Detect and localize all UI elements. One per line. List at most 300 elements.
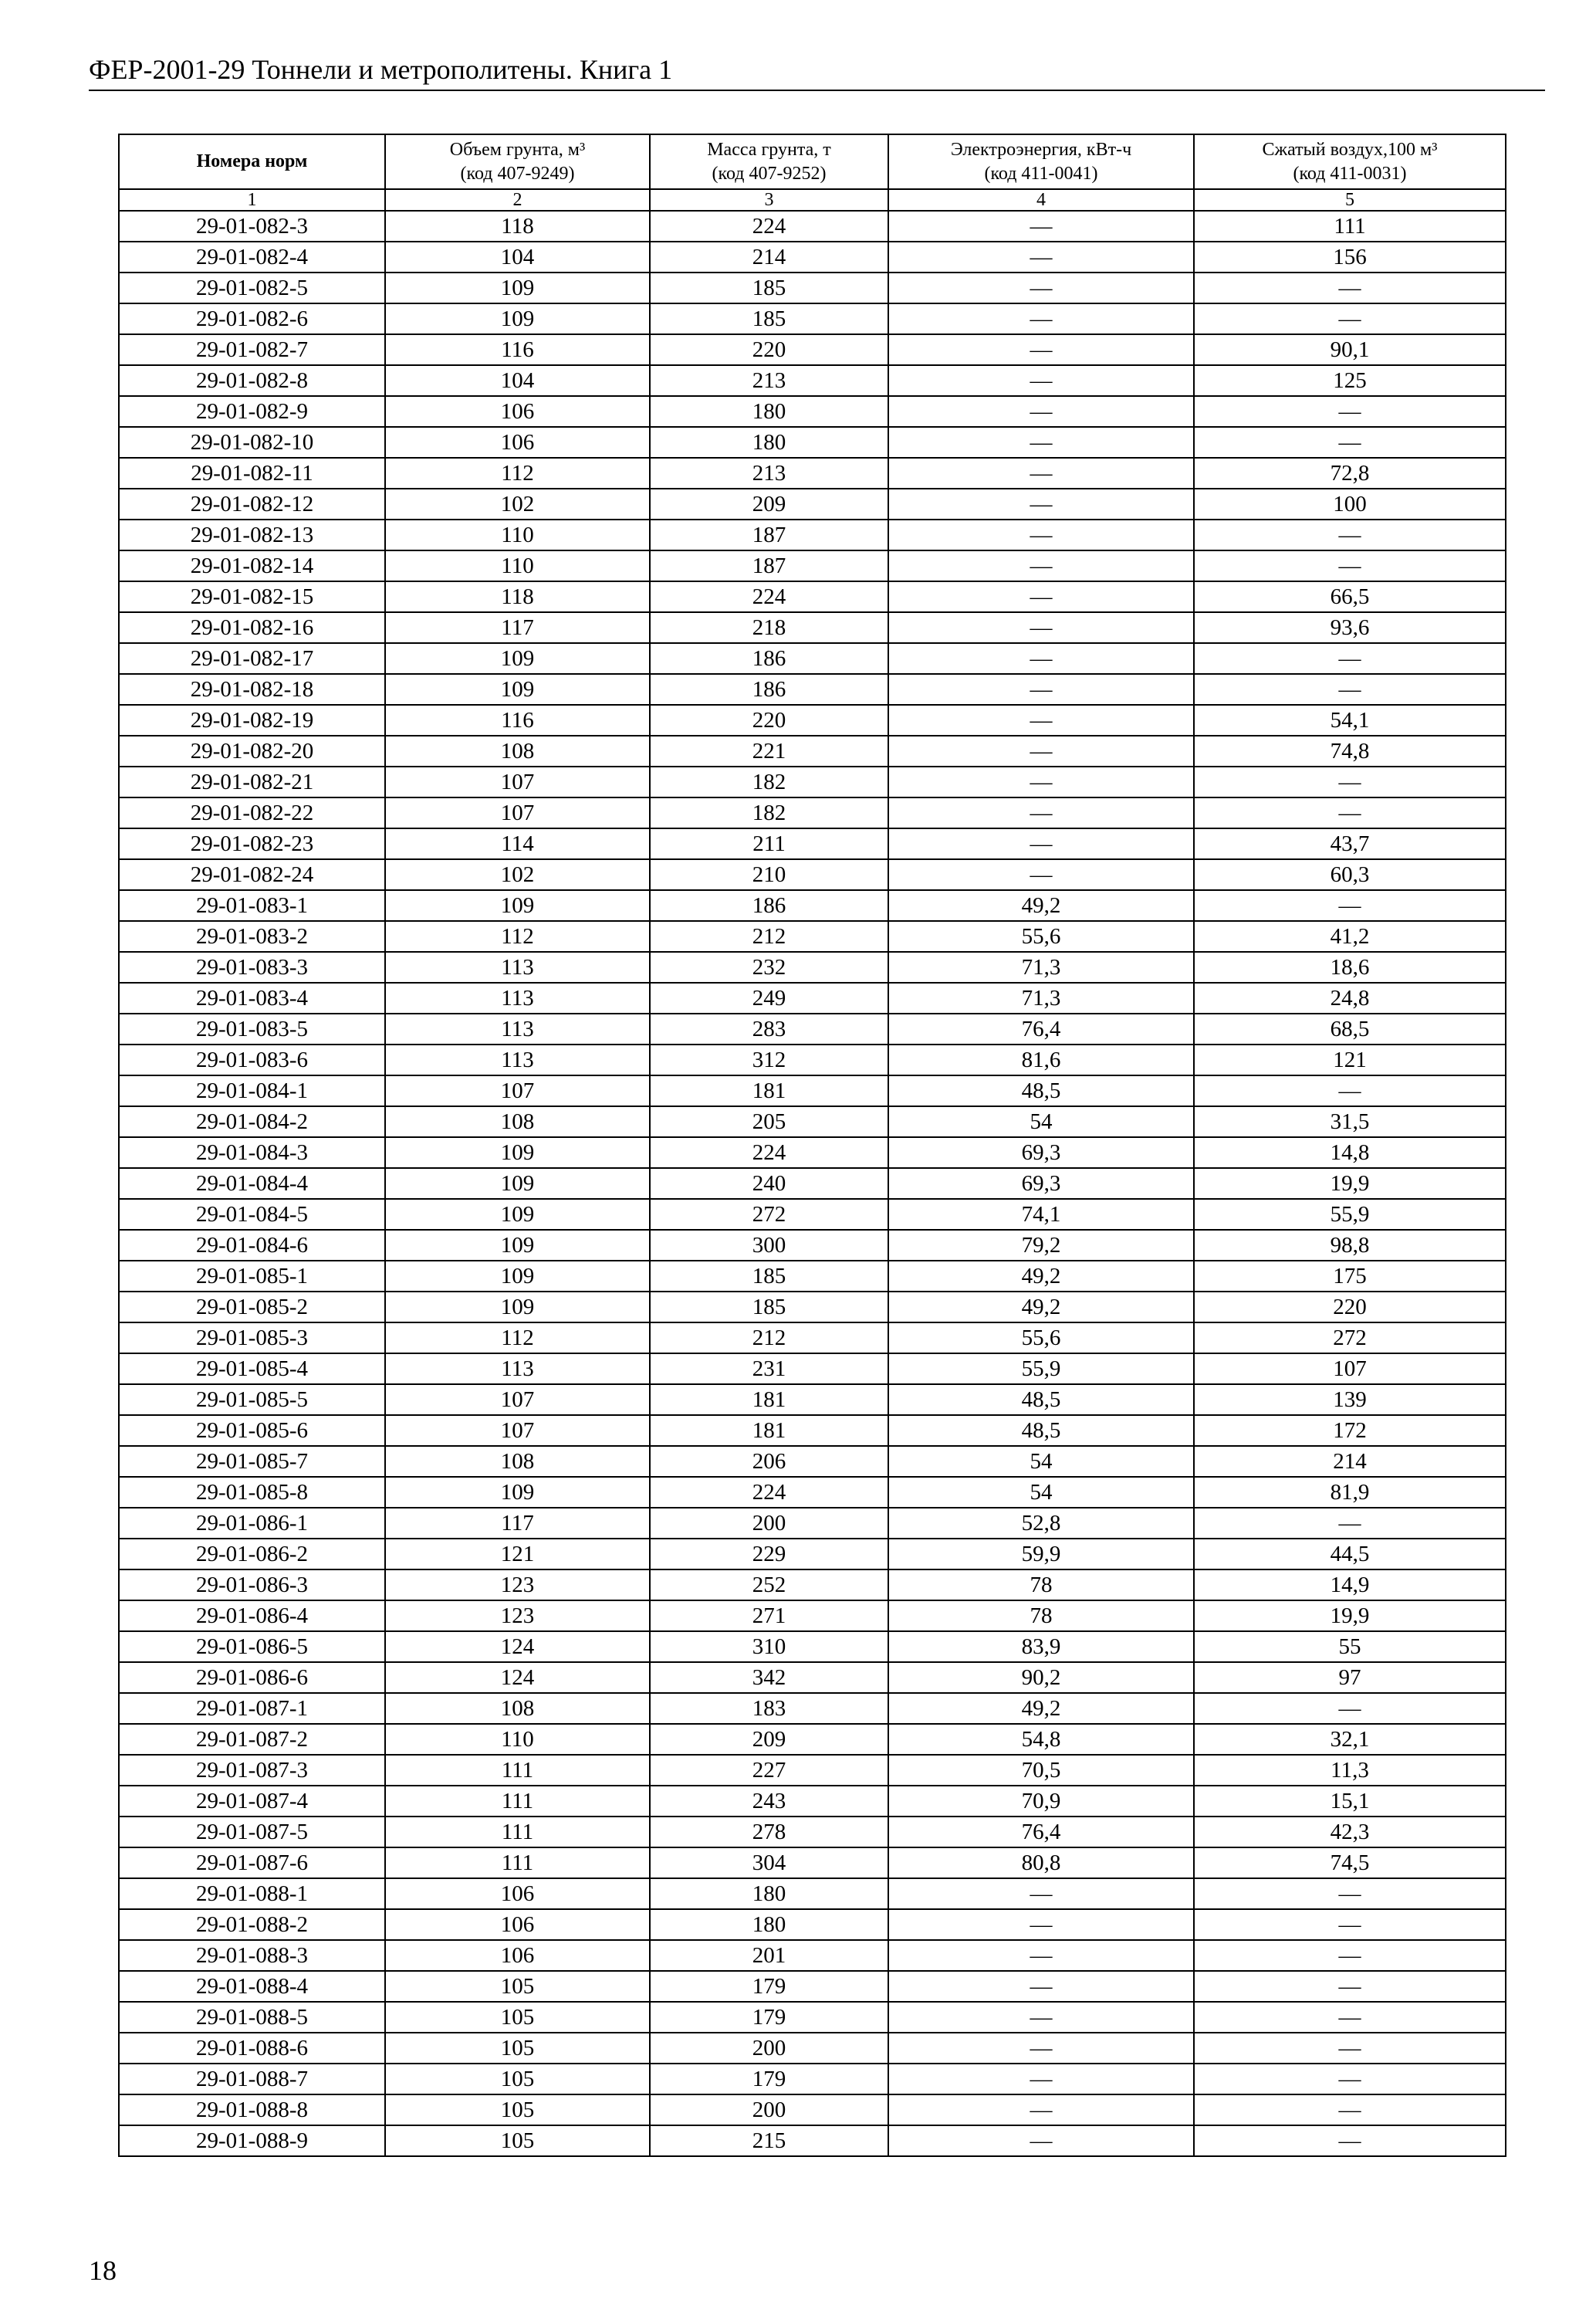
soil-mass-cell: 229 [650,1539,888,1569]
norms-table-container [118,134,1505,2157]
soil-mass-cell: 227 [650,1755,888,1786]
norm-number-cell: 29-01-085-7 [119,1446,385,1477]
soil-mass-cell: 180 [650,1909,888,1940]
soil-mass-cell: 182 [650,767,888,797]
compressed-air-cell: — [1194,1971,1506,2002]
table-row [119,1292,1506,1322]
norm-number-cell: 29-01-085-4 [119,1353,385,1384]
norm-number-cell: 29-01-082-12 [119,489,385,520]
norm-number-cell: 29-01-083-2 [119,921,385,952]
column-number: 5 [1194,189,1506,211]
soil-mass-cell: 243 [650,1786,888,1817]
table-row [119,705,1506,736]
table-row [119,1477,1506,1508]
electricity-cell: — [888,211,1194,242]
soil-mass-cell: 182 [650,797,888,828]
norm-number-cell: 29-01-088-2 [119,1909,385,1940]
table-row [119,427,1506,458]
soil-volume-cell: 117 [385,612,650,643]
soil-mass-cell: 252 [650,1569,888,1600]
compressed-air-cell: — [1194,1508,1506,1539]
electricity-cell: 55,6 [888,1322,1194,1353]
table-row [119,1909,1506,1940]
electricity-cell: 49,2 [888,1292,1194,1322]
compressed-air-cell: 24,8 [1194,983,1506,1014]
column-header-line1: Номера норм [196,151,308,171]
compressed-air-cell: — [1194,1940,1506,1971]
norm-number-cell: 29-01-084-6 [119,1230,385,1261]
electricity-cell: 55,6 [888,921,1194,952]
norm-number-cell: 29-01-082-14 [119,550,385,581]
soil-mass-cell: 224 [650,581,888,612]
soil-volume-cell: 110 [385,520,650,550]
norm-number-cell: 29-01-088-1 [119,1878,385,1909]
table-row [119,1415,1506,1446]
column-header-compressed-air [1194,134,1506,189]
soil-volume-cell: 121 [385,1539,650,1569]
soil-volume-cell: 106 [385,1878,650,1909]
soil-mass-cell: 272 [650,1199,888,1230]
norm-number-cell: 29-01-086-1 [119,1508,385,1539]
soil-mass-cell: 187 [650,550,888,581]
soil-volume-cell: 102 [385,859,650,890]
electricity-cell: — [888,797,1194,828]
compressed-air-cell: 93,6 [1194,612,1506,643]
electricity-cell: — [888,550,1194,581]
compressed-air-cell: 125 [1194,365,1506,396]
soil-mass-cell: 224 [650,211,888,242]
soil-volume-cell: 106 [385,396,650,427]
soil-mass-cell: 200 [650,2094,888,2125]
norm-number-cell: 29-01-082-15 [119,581,385,612]
norm-number-cell: 29-01-086-3 [119,1569,385,1600]
compressed-air-cell: 11,3 [1194,1755,1506,1786]
norms-table [118,134,1506,2157]
electricity-cell: — [888,705,1194,736]
compressed-air-cell: 156 [1194,242,1506,273]
soil-volume-cell: 112 [385,458,650,489]
soil-volume-cell: 104 [385,242,650,273]
compressed-air-cell: 100 [1194,489,1506,520]
norm-number-cell: 29-01-085-1 [119,1261,385,1292]
compressed-air-cell: — [1194,2064,1506,2094]
electricity-cell: 70,5 [888,1755,1194,1786]
soil-volume-cell: 112 [385,921,650,952]
electricity-cell: — [888,2064,1194,2094]
norm-number-cell: 29-01-085-8 [119,1477,385,1508]
soil-volume-cell: 107 [385,767,650,797]
table-row [119,1353,1506,1384]
soil-mass-cell: 213 [650,458,888,489]
soil-mass-cell: 185 [650,273,888,303]
norm-number-cell: 29-01-087-6 [119,1847,385,1878]
soil-mass-cell: 185 [650,1261,888,1292]
norm-number-cell: 29-01-088-8 [119,2094,385,2125]
electricity-cell: 48,5 [888,1075,1194,1106]
table-row [119,1693,1506,1724]
electricity-cell: — [888,2033,1194,2064]
soil-volume-cell: 117 [385,1508,650,1539]
table-row [119,242,1506,273]
table-row [119,1261,1506,1292]
electricity-cell: — [888,767,1194,797]
compressed-air-cell: — [1194,643,1506,674]
norm-number-cell: 29-01-087-5 [119,1817,385,1847]
table-row [119,396,1506,427]
column-header-line2: (код 407-9252) [712,163,827,184]
compressed-air-cell: 272 [1194,1322,1506,1353]
norm-number-cell: 29-01-087-4 [119,1786,385,1817]
electricity-cell: 69,3 [888,1168,1194,1199]
compressed-air-cell: 90,1 [1194,334,1506,365]
norm-number-cell: 29-01-082-10 [119,427,385,458]
electricity-cell: 71,3 [888,983,1194,1014]
table-row [119,365,1506,396]
compressed-air-cell: — [1194,427,1506,458]
norm-number-cell: 29-01-082-9 [119,396,385,427]
table-row [119,489,1506,520]
soil-mass-cell: 278 [650,1817,888,1847]
column-number-row [119,189,1506,211]
compressed-air-cell: 175 [1194,1261,1506,1292]
soil-volume-cell: 113 [385,952,650,983]
soil-volume-cell: 112 [385,1322,650,1353]
electricity-cell: — [888,612,1194,643]
soil-volume-cell: 109 [385,674,650,705]
column-number: 4 [888,189,1194,211]
norm-number-cell: 29-01-088-9 [119,2125,385,2156]
table-row [119,1847,1506,1878]
soil-volume-cell: 107 [385,1384,650,1415]
norm-number-cell: 29-01-082-21 [119,767,385,797]
soil-mass-cell: 211 [650,828,888,859]
soil-mass-cell: 186 [650,643,888,674]
soil-volume-cell: 118 [385,581,650,612]
column-header-soil-volume [385,134,650,189]
table-row [119,643,1506,674]
table-row [119,2064,1506,2094]
column-header-line1: Объем грунта, м³ [449,139,586,160]
electricity-cell: — [888,1940,1194,1971]
norm-number-cell: 29-01-082-11 [119,458,385,489]
norm-number-cell: 29-01-084-1 [119,1075,385,1106]
soil-mass-cell: 179 [650,1971,888,2002]
soil-volume-cell: 111 [385,1786,650,1817]
table-row [119,1384,1506,1415]
soil-mass-cell: 186 [650,890,888,921]
compressed-air-cell: 214 [1194,1446,1506,1477]
compressed-air-cell: 18,6 [1194,952,1506,983]
soil-volume-cell: 113 [385,983,650,1014]
soil-mass-cell: 180 [650,396,888,427]
soil-mass-cell: 209 [650,1724,888,1755]
soil-mass-cell: 240 [650,1168,888,1199]
compressed-air-cell: 54,1 [1194,705,1506,736]
electricity-cell: 54,8 [888,1724,1194,1755]
table-row [119,273,1506,303]
norm-number-cell: 29-01-086-5 [119,1631,385,1662]
column-header-line1: Сжатый воздух,100 м³ [1262,139,1438,160]
soil-mass-cell: 213 [650,365,888,396]
norm-number-cell: 29-01-082-19 [119,705,385,736]
soil-volume-cell: 123 [385,1600,650,1631]
table-row [119,983,1506,1014]
table-row [119,1600,1506,1631]
soil-mass-cell: 180 [650,1878,888,1909]
soil-volume-cell: 111 [385,1847,650,1878]
soil-volume-cell: 105 [385,2033,650,2064]
table-row [119,1940,1506,1971]
compressed-air-cell: — [1194,2002,1506,2033]
column-number: 1 [119,189,385,211]
soil-volume-cell: 113 [385,1353,650,1384]
compressed-air-cell: 68,5 [1194,1014,1506,1045]
table-row [119,1569,1506,1600]
norm-number-cell: 29-01-085-6 [119,1415,385,1446]
soil-mass-cell: 220 [650,334,888,365]
table-row [119,1539,1506,1569]
soil-volume-cell: 105 [385,2002,650,2033]
norm-number-cell: 29-01-082-24 [119,859,385,890]
soil-mass-cell: 300 [650,1230,888,1261]
electricity-cell: 59,9 [888,1539,1194,1569]
soil-volume-cell: 106 [385,427,650,458]
table-row [119,1106,1506,1137]
soil-volume-cell: 109 [385,1261,650,1292]
table-row [119,550,1506,581]
soil-mass-cell: 209 [650,489,888,520]
table-row [119,1786,1506,1817]
soil-volume-cell: 105 [385,2064,650,2094]
soil-volume-cell: 107 [385,1075,650,1106]
table-row [119,828,1506,859]
soil-mass-cell: 181 [650,1384,888,1415]
column-number: 2 [385,189,650,211]
soil-volume-cell: 104 [385,365,650,396]
soil-mass-cell: 205 [650,1106,888,1137]
compressed-air-cell: — [1194,797,1506,828]
soil-mass-cell: 215 [650,2125,888,2156]
norm-number-cell: 29-01-088-5 [119,2002,385,2033]
soil-volume-cell: 111 [385,1817,650,1847]
compressed-air-cell: 172 [1194,1415,1506,1446]
table-row [119,1199,1506,1230]
table-row [119,952,1506,983]
soil-volume-cell: 116 [385,334,650,365]
column-header-line2: (код 407-9249) [460,163,575,184]
table-row [119,2125,1506,2156]
soil-mass-cell: 310 [650,1631,888,1662]
electricity-cell: 49,2 [888,890,1194,921]
norm-number-cell: 29-01-082-4 [119,242,385,273]
soil-volume-cell: 108 [385,1693,650,1724]
soil-mass-cell: 181 [650,1415,888,1446]
compressed-air-cell: 31,5 [1194,1106,1506,1137]
compressed-air-cell: — [1194,520,1506,550]
soil-mass-cell: 232 [650,952,888,983]
norm-number-cell: 29-01-083-5 [119,1014,385,1045]
table-row [119,1724,1506,1755]
column-header-line2: (код 411-0031) [1293,163,1407,184]
electricity-cell: — [888,643,1194,674]
norm-number-cell: 29-01-086-2 [119,1539,385,1569]
electricity-cell: 48,5 [888,1384,1194,1415]
table-row [119,612,1506,643]
compressed-air-cell: 98,8 [1194,1230,1506,1261]
soil-volume-cell: 109 [385,1230,650,1261]
table-row [119,1508,1506,1539]
soil-volume-cell: 109 [385,303,650,334]
compressed-air-cell: — [1194,2094,1506,2125]
compressed-air-cell: 60,3 [1194,859,1506,890]
table-row [119,2002,1506,2033]
norm-number-cell: 29-01-082-8 [119,365,385,396]
electricity-cell: — [888,334,1194,365]
soil-volume-cell: 109 [385,890,650,921]
compressed-air-cell: 81,9 [1194,1477,1506,1508]
soil-volume-cell: 108 [385,736,650,767]
electricity-cell: 78 [888,1569,1194,1600]
electricity-cell: — [888,365,1194,396]
electricity-cell: — [888,1878,1194,1909]
norm-number-cell: 29-01-088-3 [119,1940,385,1971]
compressed-air-cell: 41,2 [1194,921,1506,952]
electricity-cell: 49,2 [888,1693,1194,1724]
electricity-cell: — [888,674,1194,705]
column-header-electricity [888,134,1194,189]
soil-volume-cell: 110 [385,1724,650,1755]
soil-volume-cell: 107 [385,797,650,828]
electricity-cell: 74,1 [888,1199,1194,1230]
electricity-cell: — [888,581,1194,612]
soil-mass-cell: 231 [650,1353,888,1384]
soil-volume-cell: 108 [385,1106,650,1137]
table-row [119,859,1506,890]
compressed-air-cell: 43,7 [1194,828,1506,859]
compressed-air-cell: — [1194,1693,1506,1724]
table-row [119,1014,1506,1045]
norm-number-cell: 29-01-085-2 [119,1292,385,1322]
norm-number-cell: 29-01-088-4 [119,1971,385,2002]
page-number: 18 [89,2255,117,2286]
norm-number-cell: 29-01-082-20 [119,736,385,767]
compressed-air-cell: 55 [1194,1631,1506,1662]
compressed-air-cell: 107 [1194,1353,1506,1384]
table-row [119,797,1506,828]
compressed-air-cell: 97 [1194,1662,1506,1693]
table-row [119,581,1506,612]
electricity-cell: 54 [888,1477,1194,1508]
compressed-air-cell: 139 [1194,1384,1506,1415]
electricity-cell: 54 [888,1446,1194,1477]
soil-mass-cell: 271 [650,1600,888,1631]
page-header-title: ФЕР-2001-29 Тоннели и метрополитены. Книга 1 [89,54,673,85]
table-row [119,890,1506,921]
electricity-cell: — [888,828,1194,859]
electricity-cell: 79,2 [888,1230,1194,1261]
soil-mass-cell: 312 [650,1045,888,1075]
soil-mass-cell: 201 [650,1940,888,1971]
column-number: 3 [650,189,888,211]
soil-volume-cell: 109 [385,1199,650,1230]
electricity-cell: 80,8 [888,1847,1194,1878]
header-divider [89,90,1545,91]
soil-mass-cell: 249 [650,983,888,1014]
table-row [119,1446,1506,1477]
electricity-cell: 49,2 [888,1261,1194,1292]
electricity-cell: 71,3 [888,952,1194,983]
soil-volume-cell: 124 [385,1631,650,1662]
soil-volume-cell: 124 [385,1662,650,1693]
compressed-air-cell: 32,1 [1194,1724,1506,1755]
soil-mass-cell: 212 [650,921,888,952]
column-header-line2: (код 411-0041) [984,163,1098,184]
soil-volume-cell: 106 [385,1940,650,1971]
compressed-air-cell: 14,9 [1194,1569,1506,1600]
norm-number-cell: 29-01-082-16 [119,612,385,643]
electricity-cell: — [888,489,1194,520]
compressed-air-cell: 14,8 [1194,1137,1506,1168]
norm-number-cell: 29-01-085-5 [119,1384,385,1415]
soil-mass-cell: 206 [650,1446,888,1477]
compressed-air-cell: — [1194,550,1506,581]
electricity-cell: 70,9 [888,1786,1194,1817]
norm-number-cell: 29-01-083-6 [119,1045,385,1075]
table-row [119,2033,1506,2064]
norm-number-cell: 29-01-082-13 [119,520,385,550]
table-row [119,1322,1506,1353]
soil-volume-cell: 109 [385,1477,650,1508]
compressed-air-cell: — [1194,2125,1506,2156]
soil-mass-cell: 200 [650,2033,888,2064]
norm-number-cell: 29-01-086-6 [119,1662,385,1693]
table-row [119,674,1506,705]
soil-volume-cell: 105 [385,2125,650,2156]
electricity-cell: 90,2 [888,1662,1194,1693]
electricity-cell: 76,4 [888,1014,1194,1045]
table-row [119,1230,1506,1261]
column-header-line1: Масса грунта, т [707,139,831,160]
compressed-air-cell: — [1194,890,1506,921]
soil-volume-cell: 113 [385,1045,650,1075]
table-row [119,458,1506,489]
electricity-cell: 76,4 [888,1817,1194,1847]
soil-volume-cell: 109 [385,273,650,303]
compressed-air-cell: 111 [1194,211,1506,242]
electricity-cell: — [888,2002,1194,2033]
table-row [119,1631,1506,1662]
compressed-air-cell: 19,9 [1194,1168,1506,1199]
table-body [119,211,1506,2156]
electricity-cell: — [888,458,1194,489]
norm-number-cell: 29-01-087-2 [119,1724,385,1755]
compressed-air-cell: 66,5 [1194,581,1506,612]
electricity-cell: 83,9 [888,1631,1194,1662]
table-row [119,1168,1506,1199]
soil-mass-cell: 181 [650,1075,888,1106]
column-header-norm-numbers [119,134,385,189]
table-row [119,1137,1506,1168]
table-row [119,1817,1506,1847]
soil-mass-cell: 342 [650,1662,888,1693]
norm-number-cell: 29-01-083-1 [119,890,385,921]
electricity-cell: — [888,1909,1194,1940]
soil-mass-cell: 186 [650,674,888,705]
table-row [119,1045,1506,1075]
column-header-soil-mass [650,134,888,189]
table-row [119,736,1506,767]
norm-number-cell: 29-01-082-17 [119,643,385,674]
